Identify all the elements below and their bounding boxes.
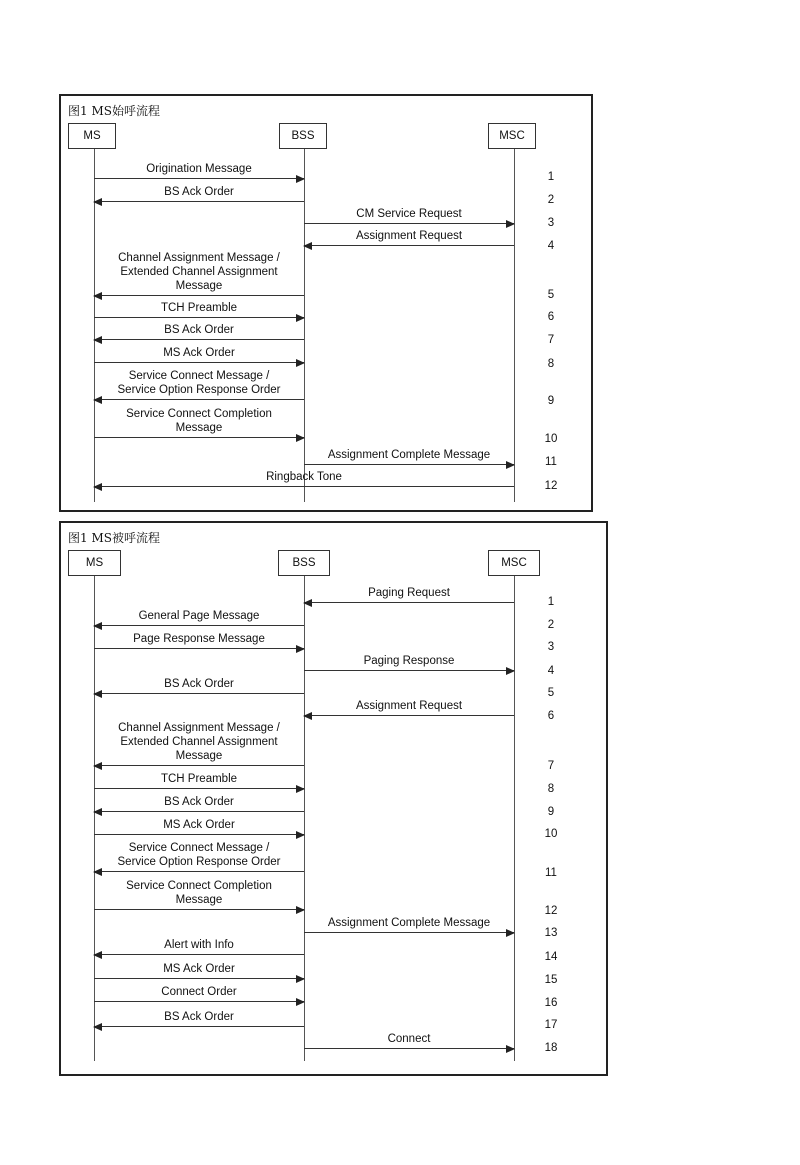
message-arrow xyxy=(94,483,514,491)
message-arrow xyxy=(94,808,304,816)
arrow-line xyxy=(94,909,304,910)
arrow-left-icon xyxy=(93,690,102,698)
arrow-right-icon xyxy=(296,175,305,183)
message-arrow xyxy=(94,998,304,1006)
message-label: Service Connect Message / Service Option Response Order xyxy=(117,842,281,868)
message-arrow xyxy=(94,951,304,959)
arrow-right-icon xyxy=(506,220,515,228)
arrow-line xyxy=(304,1048,514,1049)
arrow-left-icon xyxy=(93,808,102,816)
arrow-line xyxy=(94,178,304,179)
arrow-left-icon xyxy=(93,622,102,630)
arrow-line xyxy=(94,871,304,872)
step-number: 4 xyxy=(547,240,555,252)
arrow-line xyxy=(94,693,304,694)
arrow-line xyxy=(94,317,304,318)
origination-call-flow-diagram xyxy=(59,94,593,512)
arrow-left-icon xyxy=(93,292,102,300)
message-label: Paging Response xyxy=(363,655,455,667)
step-number: 14 xyxy=(544,951,558,963)
step-number: 9 xyxy=(547,395,555,407)
message-arrow xyxy=(94,785,304,793)
arrow-line xyxy=(304,715,514,716)
message-label: CM Service Request xyxy=(356,208,462,220)
arrow-line xyxy=(94,834,304,835)
step-number: 13 xyxy=(544,927,558,939)
message-label: MS Ack Order xyxy=(163,819,235,831)
step-number: 12 xyxy=(544,905,558,917)
arrow-line xyxy=(304,223,514,224)
arrow-right-icon xyxy=(506,929,515,937)
message-label: Service Connect Completion Message xyxy=(126,408,272,434)
arrow-right-icon xyxy=(296,975,305,983)
arrow-line xyxy=(94,1026,304,1027)
diagram-title: 图1 MS被呼流程 xyxy=(68,531,160,545)
arrow-line xyxy=(94,362,304,363)
message-label: Channel Assignment Message / Extended Channel Assignment Message xyxy=(118,252,280,292)
message-arrow xyxy=(304,242,514,250)
arrow-line xyxy=(94,295,304,296)
arrow-left-icon xyxy=(303,242,312,250)
arrow-right-icon xyxy=(506,667,515,675)
message-arrow xyxy=(94,690,304,698)
step-number: 2 xyxy=(547,194,555,206)
entity-ms: MS xyxy=(68,550,121,576)
arrow-line xyxy=(94,765,304,766)
message-arrow xyxy=(94,906,304,914)
step-number: 9 xyxy=(547,806,555,818)
message-arrow xyxy=(94,868,304,876)
message-arrow xyxy=(304,220,514,228)
message-label: MS Ack Order xyxy=(163,963,235,975)
arrow-right-icon xyxy=(296,998,305,1006)
step-number: 6 xyxy=(547,311,555,323)
step-number: 18 xyxy=(544,1042,558,1054)
arrow-left-icon xyxy=(93,1023,102,1031)
message-label: BS Ack Order xyxy=(164,1011,234,1023)
message-label: Assignment Complete Message xyxy=(327,917,491,929)
step-number: 8 xyxy=(547,783,555,795)
step-number: 3 xyxy=(547,217,555,229)
message-arrow xyxy=(304,667,514,675)
terminating-call-flow-diagram xyxy=(59,521,608,1076)
arrow-line xyxy=(94,201,304,202)
message-arrow xyxy=(94,292,304,300)
message-label: BS Ack Order xyxy=(164,796,234,808)
message-arrow xyxy=(94,359,304,367)
arrow-line xyxy=(94,1001,304,1002)
message-label: BS Ack Order xyxy=(164,186,234,198)
message-arrow xyxy=(94,396,304,404)
step-number: 7 xyxy=(547,760,555,772)
message-arrow xyxy=(94,336,304,344)
step-number: 17 xyxy=(544,1019,558,1031)
message-arrow xyxy=(304,712,514,720)
message-arrow xyxy=(94,175,304,183)
entity-msc: MSC xyxy=(488,550,540,576)
message-label: Paging Request xyxy=(368,587,450,599)
arrow-line xyxy=(94,437,304,438)
message-arrow xyxy=(94,314,304,322)
arrow-line xyxy=(94,648,304,649)
message-label: MS Ack Order xyxy=(163,347,235,359)
step-number: 16 xyxy=(544,997,558,1009)
step-number: 12 xyxy=(544,480,558,492)
arrow-right-icon xyxy=(296,831,305,839)
arrow-left-icon xyxy=(93,762,102,770)
arrow-line xyxy=(304,464,514,465)
message-label: Origination Message xyxy=(146,163,252,175)
arrow-line xyxy=(94,399,304,400)
message-arrow xyxy=(304,929,514,937)
arrow-left-icon xyxy=(93,868,102,876)
arrow-right-icon xyxy=(296,645,305,653)
message-arrow xyxy=(304,461,514,469)
message-label: Assignment Complete Message xyxy=(327,449,491,461)
arrow-right-icon xyxy=(296,359,305,367)
message-label: Service Connect Message / Service Option Response Order xyxy=(117,370,281,396)
step-number: 5 xyxy=(547,687,555,699)
message-arrow xyxy=(94,975,304,983)
arrow-right-icon xyxy=(296,314,305,322)
message-arrow xyxy=(94,762,304,770)
message-label: Channel Assignment Message / Extended Channel Assignment Message xyxy=(118,722,280,762)
arrow-left-icon xyxy=(93,951,102,959)
message-label: Alert with Info xyxy=(164,939,234,951)
message-arrow xyxy=(94,198,304,206)
arrow-right-icon xyxy=(506,461,515,469)
diagram-title: 图1 MS始呼流程 xyxy=(68,104,160,118)
arrow-line xyxy=(94,788,304,789)
message-label: TCH Preamble xyxy=(160,773,238,785)
message-arrow xyxy=(94,622,304,630)
arrow-left-icon xyxy=(303,712,312,720)
arrow-line xyxy=(94,811,304,812)
step-number: 11 xyxy=(545,456,557,468)
step-number: 3 xyxy=(547,641,555,653)
arrow-left-icon xyxy=(303,599,312,607)
step-number: 1 xyxy=(547,171,555,183)
message-label: Assignment Request xyxy=(355,700,463,712)
arrow-line xyxy=(94,625,304,626)
step-number: 7 xyxy=(547,334,555,346)
arrow-left-icon xyxy=(93,198,102,206)
message-label: Service Connect Completion Message xyxy=(126,880,272,906)
arrow-line xyxy=(94,486,514,487)
message-label: BS Ack Order xyxy=(164,678,234,690)
step-number: 15 xyxy=(544,974,558,986)
message-arrow xyxy=(94,831,304,839)
step-number: 2 xyxy=(547,619,555,631)
arrow-right-icon xyxy=(296,785,305,793)
message-arrow xyxy=(94,1023,304,1031)
message-arrow xyxy=(304,1045,514,1053)
message-label: BS Ack Order xyxy=(164,324,234,336)
entity-msc: MSC xyxy=(488,123,536,149)
step-number: 1 xyxy=(547,596,555,608)
arrow-line xyxy=(304,245,514,246)
arrow-line xyxy=(94,978,304,979)
message-label: Page Response Message xyxy=(133,633,265,645)
step-number: 6 xyxy=(547,710,555,722)
arrow-line xyxy=(304,602,514,603)
entity-ms: MS xyxy=(68,123,116,149)
arrow-left-icon xyxy=(93,396,102,404)
lifeline-msc xyxy=(514,576,515,1061)
message-label: Connect Order xyxy=(161,986,237,998)
arrow-right-icon xyxy=(506,1045,515,1053)
message-label: General Page Message xyxy=(138,610,260,622)
step-number: 10 xyxy=(544,433,558,445)
step-number: 4 xyxy=(547,665,555,677)
arrow-line xyxy=(304,670,514,671)
entity-bss: BSS xyxy=(279,123,327,149)
step-number: 10 xyxy=(544,828,558,840)
message-label: Assignment Request xyxy=(355,230,463,242)
arrow-right-icon xyxy=(296,434,305,442)
arrow-line xyxy=(94,954,304,955)
step-number: 11 xyxy=(545,867,557,879)
arrow-line xyxy=(304,932,514,933)
message-arrow xyxy=(94,434,304,442)
message-label: Connect xyxy=(387,1033,431,1045)
message-arrow xyxy=(94,645,304,653)
step-number: 5 xyxy=(547,289,555,301)
arrow-line xyxy=(94,339,304,340)
arrow-right-icon xyxy=(296,906,305,914)
arrow-left-icon xyxy=(93,336,102,344)
message-label: TCH Preamble xyxy=(160,302,238,314)
message-arrow xyxy=(304,599,514,607)
entity-bss: BSS xyxy=(278,550,330,576)
arrow-left-icon xyxy=(93,483,102,491)
step-number: 8 xyxy=(547,358,555,370)
message-label: Ringback Tone xyxy=(266,471,342,483)
